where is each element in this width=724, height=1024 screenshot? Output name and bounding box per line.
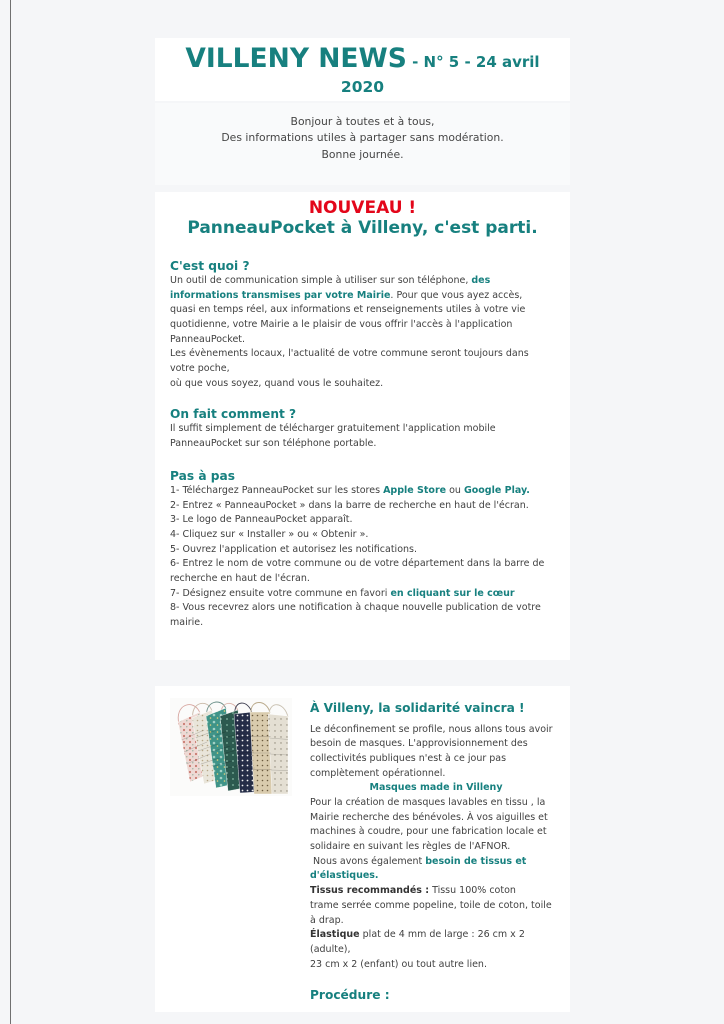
text-run: 23 cm x 2 (enfant) ou tout autre lien. bbox=[310, 958, 487, 970]
solidarity-article bbox=[155, 686, 570, 1012]
text-run: complètement opérationnel. bbox=[310, 767, 446, 779]
section-heading: On fait comment ? bbox=[170, 406, 297, 421]
fabric-masks-photo bbox=[170, 698, 292, 796]
text-line bbox=[310, 811, 562, 826]
text-run: Mairie recherche des bénévoles. À vos aiguilles et bbox=[310, 811, 548, 823]
text-line bbox=[170, 274, 555, 289]
text-line bbox=[170, 543, 555, 558]
text-line bbox=[310, 752, 562, 767]
section-step-by-step bbox=[170, 468, 555, 631]
text-run: 5- Ouvrez l'application et autorisez les notifications. bbox=[170, 543, 417, 555]
text-run: à drap. bbox=[310, 914, 344, 926]
text-run: où que vous soyez, quand vous le souhaitez. bbox=[170, 377, 384, 389]
text-line bbox=[170, 377, 555, 392]
text-line bbox=[170, 289, 555, 304]
article-body bbox=[310, 796, 562, 972]
text-run: Nous avons également bbox=[310, 855, 426, 867]
section-body bbox=[170, 422, 555, 451]
text-run: solidaire en suivant les règles de l'AFNOR. bbox=[310, 841, 511, 853]
text-run: Un outil de communication simple à utiliser sur son téléphone, bbox=[170, 275, 472, 286]
bold-text: Élastique bbox=[310, 929, 360, 941]
highlighted-text: Google Play. bbox=[463, 484, 530, 496]
text-run: quotidienne, votre Mairie a le plaisir de vous offrir l'accès à l'application bbox=[170, 319, 513, 331]
text-line bbox=[310, 855, 562, 870]
text-run: plat de 4 mm de large : 26 cm x 2 bbox=[359, 929, 525, 941]
text-run: 2- Entrez « PanneauPocket » dans la barre de recherche en haut de l'écran. bbox=[170, 499, 529, 511]
text-line bbox=[310, 767, 562, 782]
text-line bbox=[170, 572, 555, 587]
text-run: 8- Vous recevrez alors une notification à chaque nouvelle publication de votre bbox=[170, 602, 541, 614]
highlighted-text: en cliquant sur le cœur bbox=[390, 587, 515, 599]
text-line bbox=[310, 928, 562, 943]
text-line bbox=[170, 437, 555, 452]
text-line bbox=[310, 723, 562, 738]
text-line bbox=[310, 914, 562, 929]
new-badge: NOUVEAU ! bbox=[308, 198, 417, 218]
newsletter-header bbox=[155, 38, 570, 101]
text-run: PanneauPocket sur son téléphone portable. bbox=[170, 437, 377, 449]
text-line bbox=[170, 422, 555, 437]
text-run: 3- Le logo de PanneauPocket apparaît. bbox=[170, 514, 353, 526]
issue-number-date: - N° 5 - 24 avril bbox=[406, 53, 540, 71]
text-line bbox=[310, 958, 562, 973]
text-line bbox=[170, 303, 555, 318]
text-run: quasi en temps réel, aux informations et renseignements utiles à votre vie bbox=[170, 304, 526, 316]
highlighted-text: d'élastiques. bbox=[310, 870, 379, 882]
bold-text: Tissus recommandés : bbox=[310, 885, 430, 897]
procedure-heading: Procédure : bbox=[310, 987, 390, 1002]
text-run: recherche en haut de l'écran. bbox=[170, 572, 310, 584]
steps-list bbox=[170, 484, 555, 631]
text-line bbox=[310, 840, 562, 855]
text-line bbox=[170, 557, 555, 572]
text-line bbox=[170, 528, 555, 543]
text-run: Pour la création de masques lavables en tissu , la bbox=[310, 797, 546, 809]
text-run: Le déconfinement se profile, nous allons tous avoir bbox=[310, 723, 553, 735]
greeting-line: Bonjour à toutes et à tous, bbox=[290, 114, 435, 128]
text-line bbox=[310, 796, 562, 811]
section-heading: Pas à pas bbox=[170, 468, 235, 483]
text-run: trame serrée comme popeline, toile de coton, toile bbox=[310, 899, 552, 911]
section-how-to bbox=[170, 406, 555, 451]
article-text-column bbox=[310, 700, 562, 1003]
text-line bbox=[310, 869, 562, 884]
article-title: PanneauPocket à Villeny, c'est parti. bbox=[187, 218, 538, 238]
text-line bbox=[170, 362, 555, 377]
text-run: mairie. bbox=[170, 617, 204, 629]
text-run: 1- Téléchargez PanneauPocket sur les stores bbox=[170, 484, 384, 496]
text-run: collectivités publiques n'est à ce jour pas bbox=[310, 752, 507, 764]
text-line bbox=[170, 601, 555, 616]
greeting-line: Bonne journée. bbox=[321, 147, 404, 161]
text-line bbox=[310, 825, 562, 840]
text-line bbox=[170, 347, 555, 362]
text-run: 6- Entrez le nom de votre commune ou de votre département dans la barre de bbox=[170, 558, 545, 570]
text-line bbox=[170, 333, 555, 348]
section-heading: C'est quoi ? bbox=[170, 259, 250, 273]
text-line bbox=[310, 943, 562, 958]
text-run: votre poche, bbox=[170, 363, 230, 375]
text-run: 7- Désignez ensuite votre commune en favori bbox=[170, 587, 391, 599]
text-line bbox=[170, 318, 555, 333]
page-left-border bbox=[10, 0, 11, 1024]
article-subheading: Masques made in Villeny bbox=[369, 782, 503, 794]
text-run: 4- Cliquez sur « Installer » ou « Obtenir ». bbox=[170, 528, 369, 540]
issue-year: 2020 bbox=[340, 78, 385, 96]
section-what-is-it bbox=[170, 258, 555, 392]
section-body bbox=[170, 274, 555, 392]
highlighted-text: des bbox=[471, 275, 491, 286]
highlighted-text: informations transmises par votre Mairie bbox=[170, 289, 391, 301]
panneaupocket-article bbox=[155, 192, 570, 660]
text-run: (adulte), bbox=[310, 943, 351, 955]
text-line bbox=[310, 737, 562, 752]
highlighted-text: besoin de tissus et bbox=[425, 855, 527, 867]
text-run: ou bbox=[446, 484, 464, 496]
article-intro bbox=[310, 723, 562, 782]
masthead bbox=[155, 44, 570, 97]
text-run: besoin de masques. L'approvisionnement des bbox=[310, 738, 528, 750]
text-line bbox=[310, 884, 562, 899]
text-line bbox=[170, 499, 555, 514]
highlighted-text: Apple Store bbox=[383, 484, 447, 496]
text-run: PanneauPocket. bbox=[170, 333, 246, 345]
text-line bbox=[170, 587, 555, 602]
greeting-line: Des informations utiles à partager sans modération. bbox=[221, 131, 504, 145]
newsletter-title: VILLENY NEWS bbox=[185, 43, 407, 74]
text-run: Les évènements locaux, l'actualité de votre commune seront toujours dans bbox=[170, 348, 529, 360]
text-line bbox=[170, 484, 555, 499]
text-run: . Pour que vous ayez accès, bbox=[390, 289, 523, 301]
text-line bbox=[170, 513, 555, 528]
greeting-block bbox=[155, 103, 570, 185]
text-line bbox=[170, 616, 555, 631]
article-title: À Villeny, la solidarité vaincra ! bbox=[310, 701, 525, 715]
text-run: Tissu 100% coton bbox=[429, 885, 516, 897]
text-run: machines à coudre, pour une fabrication locale et bbox=[310, 826, 547, 838]
text-run: Il suffit simplement de télécharger gratuitement l'application mobile bbox=[170, 422, 496, 434]
text-line bbox=[310, 899, 562, 914]
